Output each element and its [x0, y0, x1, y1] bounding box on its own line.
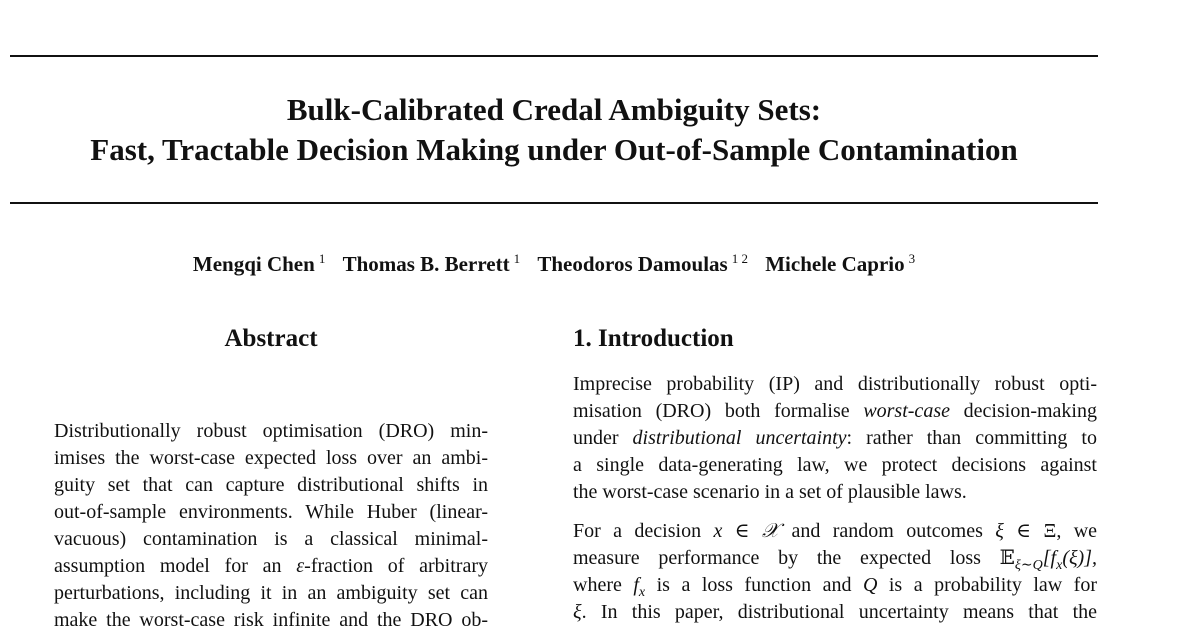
- abstract-line: vacuous) contamination is a classical minimal-: [54, 528, 488, 550]
- emphasis: worst-case: [863, 400, 950, 422]
- abstract-line: imises the worst-case expected loss over an ambi-: [54, 447, 488, 469]
- author: [765, 252, 915, 276]
- author: [537, 252, 748, 276]
- abstract-line: assumption model for an ε-fraction of arbitrary: [54, 555, 488, 577]
- paragraph-line: For a decision x ∈ 𝒳 and random outcomes ξ ∈ Ξ, we: [573, 520, 1098, 542]
- title-bottom-rule: [10, 202, 1098, 204]
- paragraph-line: under distributional uncertainty: rather than committing to: [573, 427, 1097, 449]
- paragraph-line: a single data-generating law, we protect decisions against: [573, 454, 1097, 476]
- abstract-line: perturbations, including it in an ambiguity set can: [54, 582, 488, 604]
- author: [343, 252, 521, 276]
- paper-title: [10, 90, 1098, 170]
- paragraph-line: where $f_x$ is a loss function and Q is a probability law for: [573, 574, 1098, 600]
- author-name: Thomas B. Berrett: [342, 252, 510, 276]
- abstract-heading: Abstract: [224, 325, 318, 352]
- author-affiliation: 1: [513, 251, 521, 266]
- author-affiliation: 1: [318, 251, 326, 266]
- author-affiliation: 1 2: [731, 251, 748, 266]
- paragraph-line: Imprecise probability (IP) and distributionally robust opti-: [573, 373, 1097, 395]
- abstract-body: [54, 418, 488, 634]
- abstract-line: make the worst-case risk infinite and the DRO ob-: [54, 609, 488, 631]
- title-line-1: Bulk-Calibrated Credal Ambiguity Sets:: [286, 92, 822, 127]
- abstract-line: guity set that can capture distributional shifts in: [54, 474, 488, 496]
- title-line-2: Fast, Tractable Decision Making under Out-of-Sample Contamination: [90, 132, 1018, 167]
- paragraph-line: ξ. In this paper, distributional uncertainty means that the: [573, 601, 1097, 623]
- author-name: Theodoros Damoulas: [537, 252, 728, 276]
- author-list: [10, 252, 1098, 277]
- introduction-paragraph-1: [573, 371, 1097, 506]
- emphasis: distributional uncertainty: [632, 427, 847, 449]
- abstract-line: Distributionally robust optimisation (DRO) min-: [54, 420, 488, 442]
- author-affiliation: 3: [908, 251, 916, 266]
- abstract-line: out-of-sample environments. While Huber (linear-: [54, 501, 488, 523]
- paragraph-line: the worst-case scenario in a set of plausible laws.: [573, 481, 967, 503]
- paragraph-line: measure performance by the expected loss $𝔼_{\xi\sim Q}[f_x(\xi)]$,: [573, 547, 1097, 573]
- introduction-paragraph-2: [573, 518, 1097, 626]
- title-top-rule: [10, 55, 1098, 57]
- paragraph-line: misation (DRO) both formalise worst-case decision-making: [573, 400, 1097, 422]
- author: [193, 252, 325, 276]
- author-name: Mengqi Chen: [192, 252, 315, 276]
- introduction-heading: 1. Introduction: [573, 325, 734, 352]
- author-name: Michele Caprio: [765, 252, 905, 276]
- epsilon-symbol: ε: [296, 555, 305, 577]
